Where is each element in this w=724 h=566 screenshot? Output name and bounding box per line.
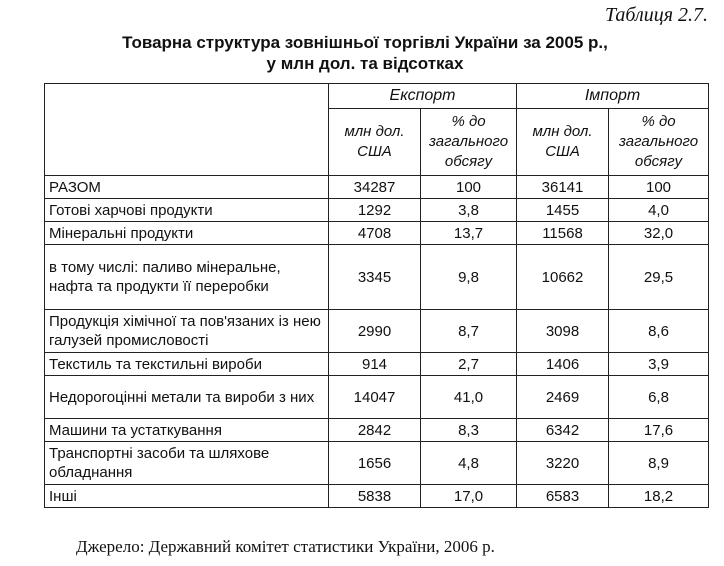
source-note: Джерело: Державний комітет статистики України, 2006 р. <box>76 537 495 556</box>
import-pct-cell: 4,0 <box>609 199 709 222</box>
import-header: Імпорт <box>517 84 709 109</box>
table-row <box>45 176 709 199</box>
label-header-cell <box>45 84 329 176</box>
import-mln-cell: 6342 <box>517 419 609 442</box>
import-pct-cell: 32,0 <box>609 222 709 245</box>
import-mln-cell: 2469 <box>517 376 609 419</box>
export-pct-cell: 17,0 <box>421 485 517 508</box>
import-mln-cell: 11568 <box>517 222 609 245</box>
export-pct-cell: 13,7 <box>421 222 517 245</box>
import-pct-cell: 18,2 <box>609 485 709 508</box>
export-pct-header: % до загального обсягу <box>421 109 517 176</box>
import-pct-cell: 8,6 <box>609 310 709 353</box>
export-mln-cell: 2990 <box>329 310 421 353</box>
row-label: Машини та устаткування <box>45 419 329 442</box>
export-pct-cell: 4,8 <box>421 442 517 485</box>
import-pct-cell: 29,5 <box>609 245 709 310</box>
row-label: Мінеральні продукти <box>45 222 329 245</box>
import-mln-cell: 6583 <box>517 485 609 508</box>
import-mln-cell: 1406 <box>517 353 609 376</box>
table-row <box>45 245 709 310</box>
export-mln-header: млн дол. США <box>329 109 421 176</box>
table-row <box>45 222 709 245</box>
row-label: Інші <box>45 485 329 508</box>
title-line-2: у млн дол. та відсотках <box>266 54 464 73</box>
export-mln-cell: 3345 <box>329 245 421 310</box>
import-pct-cell: 100 <box>609 176 709 199</box>
export-pct-cell: 8,3 <box>421 419 517 442</box>
table-row <box>45 419 709 442</box>
row-label: Недорогоцінні метали та вироби з них <box>45 376 329 419</box>
import-mln-header: млн дол. США <box>517 109 609 176</box>
import-mln-cell: 3220 <box>517 442 609 485</box>
export-mln-cell: 4708 <box>329 222 421 245</box>
table-row <box>45 485 709 508</box>
export-pct-cell: 2,7 <box>421 353 517 376</box>
export-pct-cell: 9,8 <box>421 245 517 310</box>
trade-structure-table <box>44 83 709 508</box>
import-pct-cell: 17,6 <box>609 419 709 442</box>
row-label: РАЗОМ <box>45 176 329 199</box>
export-pct-cell: 100 <box>421 176 517 199</box>
row-label: Готові харчові продукти <box>45 199 329 222</box>
table-row <box>45 376 709 419</box>
import-mln-cell: 10662 <box>517 245 609 310</box>
table-row <box>45 442 709 485</box>
export-pct-cell: 8,7 <box>421 310 517 353</box>
title-line-1: Товарна структура зовнішньої торгівлі України за 2005 р., <box>122 33 608 52</box>
row-label: Продукція хімічної та пов'язаних із нею галузей промисловості <box>45 310 329 353</box>
import-mln-cell: 36141 <box>517 176 609 199</box>
import-pct-header: % до загального обсягу <box>609 109 709 176</box>
export-mln-cell: 14047 <box>329 376 421 419</box>
export-mln-cell: 1656 <box>329 442 421 485</box>
table-caption: Таблиця 2.7. <box>605 4 708 26</box>
import-pct-cell: 6,8 <box>609 376 709 419</box>
export-mln-cell: 34287 <box>329 176 421 199</box>
import-mln-cell: 3098 <box>517 310 609 353</box>
export-mln-cell: 914 <box>329 353 421 376</box>
export-header: Експорт <box>329 84 517 109</box>
export-mln-cell: 2842 <box>329 419 421 442</box>
row-label: в тому числі: паливо мінеральне, нафта та продукти її переробки <box>45 245 329 310</box>
export-mln-cell: 5838 <box>329 485 421 508</box>
table-title <box>40 32 690 74</box>
row-label: Транспортні засоби та шляхове обладнання <box>45 442 329 485</box>
export-mln-cell: 1292 <box>329 199 421 222</box>
row-label: Текстиль та текстильні вироби <box>45 353 329 376</box>
export-pct-cell: 3,8 <box>421 199 517 222</box>
export-pct-cell: 41,0 <box>421 376 517 419</box>
import-mln-cell: 1455 <box>517 199 609 222</box>
import-pct-cell: 3,9 <box>609 353 709 376</box>
table-row <box>45 310 709 353</box>
table-row <box>45 199 709 222</box>
table-row <box>45 353 709 376</box>
import-pct-cell: 8,9 <box>609 442 709 485</box>
